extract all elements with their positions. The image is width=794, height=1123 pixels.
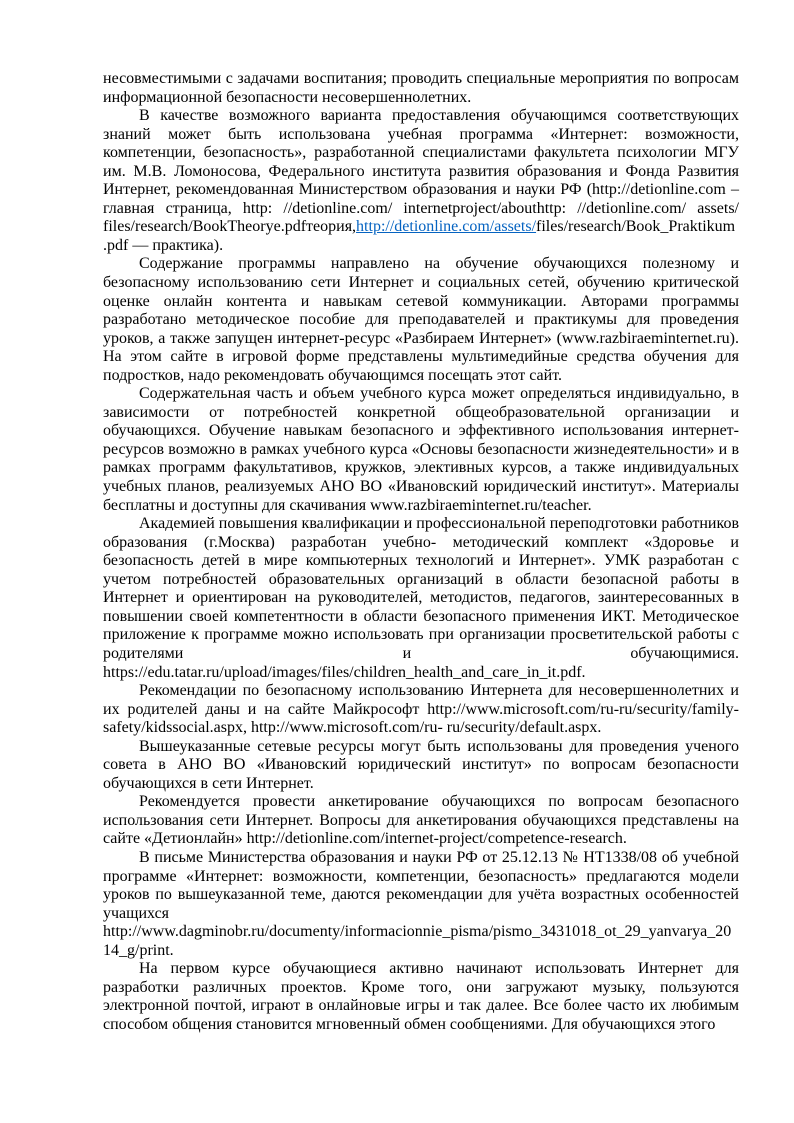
paragraph-text: В качестве возможного варианта предоставления обучающимся соответствующих знаний может быть использована учебная программа «Интернет: возможности, компетенции, безопасность», разработанной специалистами факультета психологии МГУ им. М.В. Ломоносова, Федерального института развития образования и Фонда Развития Интернет, рекомендованная Министерством образования и науки РФ (http://detionline.com –главная страница, http: //detionline.com/ internetproject/abouthttp: //detionline.com/ assets/ files/research/BookTheorye.pdfтеория, <box>103 107 739 236</box>
hyperlink-detionline-assets[interactable]: http://detionline.com/assets/ <box>356 218 537 236</box>
paragraph: Рекомендации по безопасному использованию Интернета для несовершеннолетних и их родителей даны и на сайте Майкрософт http://www.microsoft.com/ru-ru/security/family-safety/kidssocial.aspx, http://www.microsoft.com/ru- ru/security/default.aspx. <box>103 682 739 737</box>
paragraph: Содержание программы направлено на обучение обучающихся полезному и безопасному использованию сети Интернет и социальных сетей, обучению критической оценке онлайн контента и навыкам сетевой коммуникации. Авторами программы разработано методическое пособие для преподавателей и практикумы для проведения уроков, а также запущен интернет-ресурс «Разбираем Интернет» (www.razbiraeminternet.ru). На этом сайте в игровой форме представлены мультимедийные средства обучения для подростков, надо рекомендовать обучающимся посещать этот сайт. <box>103 255 739 384</box>
paragraph <box>103 107 739 255</box>
paragraph: Академией повышения квалификации и профессиональной переподготовки работников образования (г.Москва) разработан учебно- методический комплект «Здоровье и безопасность детей в мире компьютерных технологий и Интернет». УМК разработан с учетом потребностей образовательных организаций в области безопасной работы в Интернет и ориентирован на руководителей, методистов, педагогов, заинтересованных в повышении своей компетентности в области безопасного применения ИКТ. Методическое приложение к программе можно использовать при организации просветительской работы с родителями и обучающимися. https://edu.tatar.ru/upload/images/files/children_health_and_care_in_it.pdf. <box>103 515 739 681</box>
paragraph-text: files/research/Book_Praktikum.pdf — практика). <box>103 218 736 254</box>
paragraph: Содержательная часть и объем учебного курса может определяться индивидуально, в зависимости от потребностей конкретной общеобразовательной организации и обучающихся. Обучение навыкам безопасного и эффективного использования интернет-ресурсов возможно в рамках учебного курса «Основы безопасности жизнедеятельности» и в рамках программ факультативов, кружков, элективных курсов, а также индивидуальных учебных планов, реализуемых АНО ВО «Ивановский юридический институт». Материалы бесплатны и доступны для скачивания www.razbiraeminternet.ru/teacher. <box>103 385 739 514</box>
paragraph: На первом курсе обучающиеся активно начинают использовать Интернет для разработки различных проектов. Кроме того, они загружают музыку, пользуются электронной почтой, играют в онлайновые игры и так далее. Все более часто их любимым способом общения становится мгновенный обмен сообщениями. Для обучающихся этого <box>103 960 739 1033</box>
paragraph: Рекомендуется провести анкетирование обучающихся по вопросам безопасного использования сети Интернет. Вопросы для анкетирования обучающихся представлены на сайте «Детионлайн» http://detionline.com/internet-project/competence-research. <box>103 793 739 848</box>
paragraph: В письме Министерства образования и науки РФ от 25.12.13 № НТ1338/08 об учебной программе «Интернет: возможности, компетенции, безопасность» предлагаются модели уроков по вышеуказанной теме, даются рекомендации для учёта возрастных особенностей учащихся http://www.dagminobr.ru/documenty/informacionnie_pisma/pismo_3431018_ot_29_yanvarya_2014_g/print. <box>103 848 739 959</box>
paragraph: несовместимыми с задачами воспитания; проводить специальные мероприятия по вопросам информационной безопасности несовершеннолетних. <box>103 70 739 106</box>
paragraph: Вышеуказанные сетевые ресурсы могут быть использованы для проведения ученого совета в АНО ВО «Ивановский юридический институт» по вопросам безопасности обучающихся в сети Интернет. <box>103 737 739 792</box>
